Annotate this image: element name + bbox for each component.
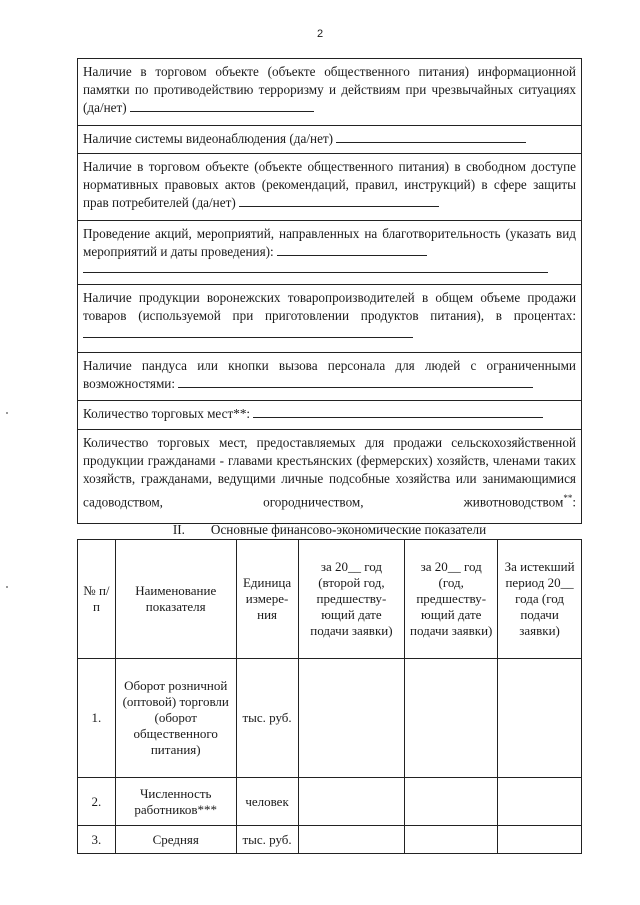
header-unit: Единица измере-ния: [236, 540, 298, 659]
row-text: Проведение акций, мероприятий, направленных на благотворительность (указать вид мероприятий и даты проведения):: [83, 226, 576, 260]
form-row-antiterror-memo: [78, 59, 581, 126]
row-name: Численность работников***: [115, 778, 236, 826]
value-cell[interactable]: [498, 659, 582, 778]
footnote-mark: **: [563, 492, 573, 503]
scan-mark: [6, 412, 8, 414]
scan-mark: [6, 586, 8, 588]
header-year-2: за 20__ год (второй год, предшеству-ющий дате подачи заявки): [298, 540, 405, 659]
value-cell[interactable]: [498, 778, 582, 826]
form-row-consumer-rights-acts: [78, 154, 581, 221]
row-text: Наличие продукции воронежских товаропроизводителей в общем объеме продажи товаров (используемой при приготовлении продуктов питания), в процентах:: [83, 290, 576, 324]
row-unit: человек: [236, 778, 298, 826]
row-unit: тыс. руб.: [236, 659, 298, 778]
header-num: № п/п: [78, 540, 116, 659]
financial-table: [77, 539, 582, 854]
form-row-video-surveillance: [78, 126, 581, 154]
row-text: Наличие системы видеонаблюдения (да/нет): [83, 131, 334, 146]
section-number: II.: [172, 522, 185, 537]
value-cell[interactable]: [498, 826, 582, 854]
header-name: Наименование показателя: [115, 540, 236, 659]
answer-field[interactable]: [178, 376, 533, 388]
answer-field[interactable]: [130, 100, 314, 112]
value-cell[interactable]: [298, 778, 405, 826]
form-row-trading-places: [78, 401, 581, 430]
table-row: [78, 659, 582, 778]
row-unit: тыс. руб.: [236, 826, 298, 854]
form-row-accessibility: [78, 353, 581, 401]
value-cell[interactable]: [405, 826, 498, 854]
value-cell[interactable]: [298, 826, 405, 854]
header-year-1: за 20__ год (год, предшеству-ющий дате подачи заявки): [405, 540, 498, 659]
row-name: Оборот розничной (оптовой) торговли (оборот общественного питания): [115, 659, 236, 778]
form-box: [77, 58, 582, 524]
row-num: 2.: [78, 778, 116, 826]
header-current: За истекший период 20__ года (год подачи заявки): [498, 540, 582, 659]
section-title: Основные финансово-экономические показатели: [210, 522, 487, 537]
value-cell[interactable]: [405, 778, 498, 826]
section-heading: [77, 522, 582, 538]
row-num: 3.: [78, 826, 116, 854]
row-num: 1.: [78, 659, 116, 778]
row-name: Средняя: [115, 826, 236, 854]
page-number: 2: [316, 28, 324, 40]
row-text: Наличие в торговом объекте (объекте общественного питания) в свободном доступе нормативных правовых актов (рекомендаций, правил, инструкций) в сфере защиты прав потребителей (да/нет): [83, 159, 576, 211]
value-cell[interactable]: [405, 659, 498, 778]
row-text: Количество торговых мест**:: [83, 406, 251, 421]
answer-field[interactable]: [239, 195, 439, 207]
answer-field[interactable]: [277, 244, 427, 256]
answer-line[interactable]: [83, 263, 548, 273]
table-header-row: [78, 540, 582, 659]
answer-field[interactable]: [253, 406, 543, 418]
form-row-voronezh-products: [78, 285, 581, 353]
row-text: Наличие пандуса или кнопки вызова персонала для людей с ограниченными возможностями:: [83, 358, 576, 392]
answer-field[interactable]: [83, 326, 413, 338]
form-row-charity: [78, 221, 581, 285]
value-cell[interactable]: [298, 659, 405, 778]
form-row-farmer-places: Количество торговых мест, предоставляемых для продажи сельскохозяйственной продукции гражданами - главами крестьянских (фермерских) хозяйств, членами таких хозяйств, гражданами, ведущими личные подсобные хозяйства или занимающимися садоводством, огородничеством, животноводством**:: [78, 430, 581, 523]
table-row: [78, 778, 582, 826]
table-row: [78, 826, 582, 854]
row-text: Количество торговых мест, предоставляемых для продажи сельскохозяйственной продукции гражданами - главами крестьянских (фермерских) хозяйств, членами таких хозяйств, гражданами, ведущими личные подсобные хозяйства или занимающимися садоводством, огородничеством, животноводством: [83, 435, 576, 509]
answer-field[interactable]: [336, 131, 526, 143]
row-text: Наличие в торговом объекте (объекте общественного питания) информационной памятки по противодействию терроризму и действиям при чрезвычайных ситуациях (да/нет): [83, 64, 576, 116]
